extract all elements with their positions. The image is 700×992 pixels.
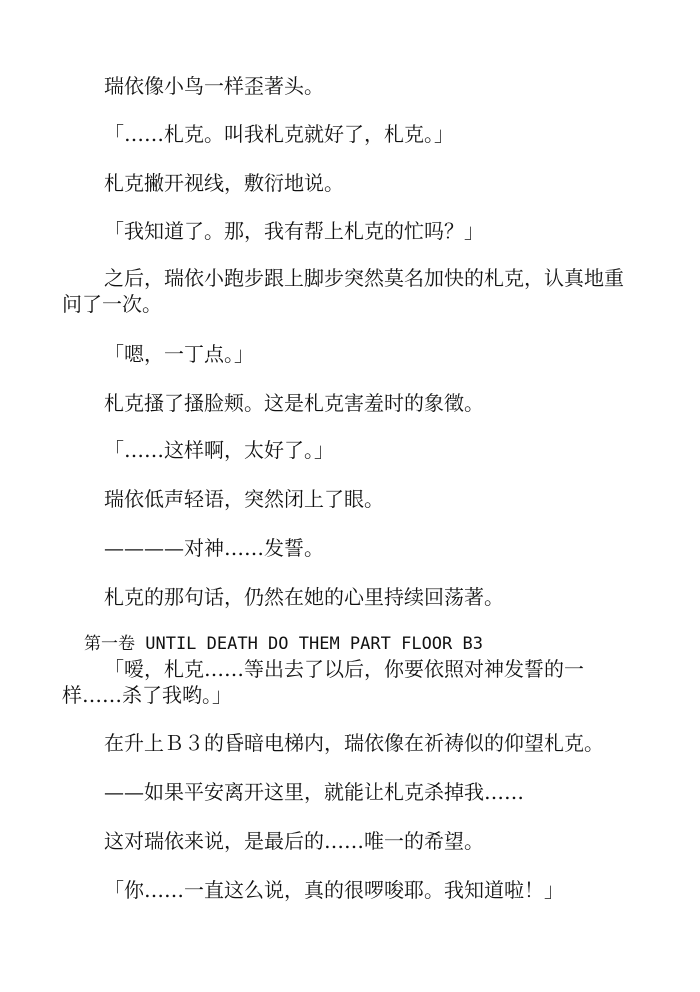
paragraph-11: 札克的那句话，仍然在她的心里持续回荡著。: [104, 585, 504, 609]
paragraph-4: 「我知道了。那，我有帮上札克的忙吗？」: [104, 219, 484, 243]
paragraph-9: 瑞依低声轻语，突然闭上了眼。: [104, 487, 384, 511]
paragraph-7: 札克搔了搔脸颊。这是札克害羞时的象徵。: [104, 391, 484, 415]
paragraph-13: 在升上Ｂ３的昏暗电梯内，瑞依像在祈祷似的仰望札克。: [104, 731, 604, 755]
paragraph-2: 「……札克。叫我札克就好了，札克。」: [104, 122, 454, 146]
paragraph-15: 这对瑞依来说，是最后的……唯一的希望。: [104, 829, 484, 853]
paragraph-3: 札克撇开视线，敷衍地说。: [104, 171, 344, 195]
paragraph-12: 「嗳，札克……等出去了以后，你要依照对神发誓的一样……杀了我哟。」: [62, 657, 584, 707]
paragraph-14: ——如果平安离开这里，就能让札克杀掉我……: [104, 780, 524, 804]
paragraph-6: 「嗯，一丁点。」: [104, 342, 254, 366]
paragraph-10: ————对神……发誓。: [104, 536, 324, 560]
paragraph-1: 瑞依像小鸟一样歪著头。: [104, 74, 324, 98]
chapter-heading: 第一卷 UNTIL DEATH DO THEM PART FLOOR B3: [84, 634, 483, 654]
paragraph-16: 「你……一直这么说，真的很啰唆耶。我知道啦！」: [104, 878, 564, 902]
paragraph-8: 「……这样啊，太好了。」: [104, 438, 334, 462]
paragraph-5: 之后，瑞依小跑步跟上脚步突然莫名加快的札克，认真地重问了一次。: [62, 266, 624, 316]
